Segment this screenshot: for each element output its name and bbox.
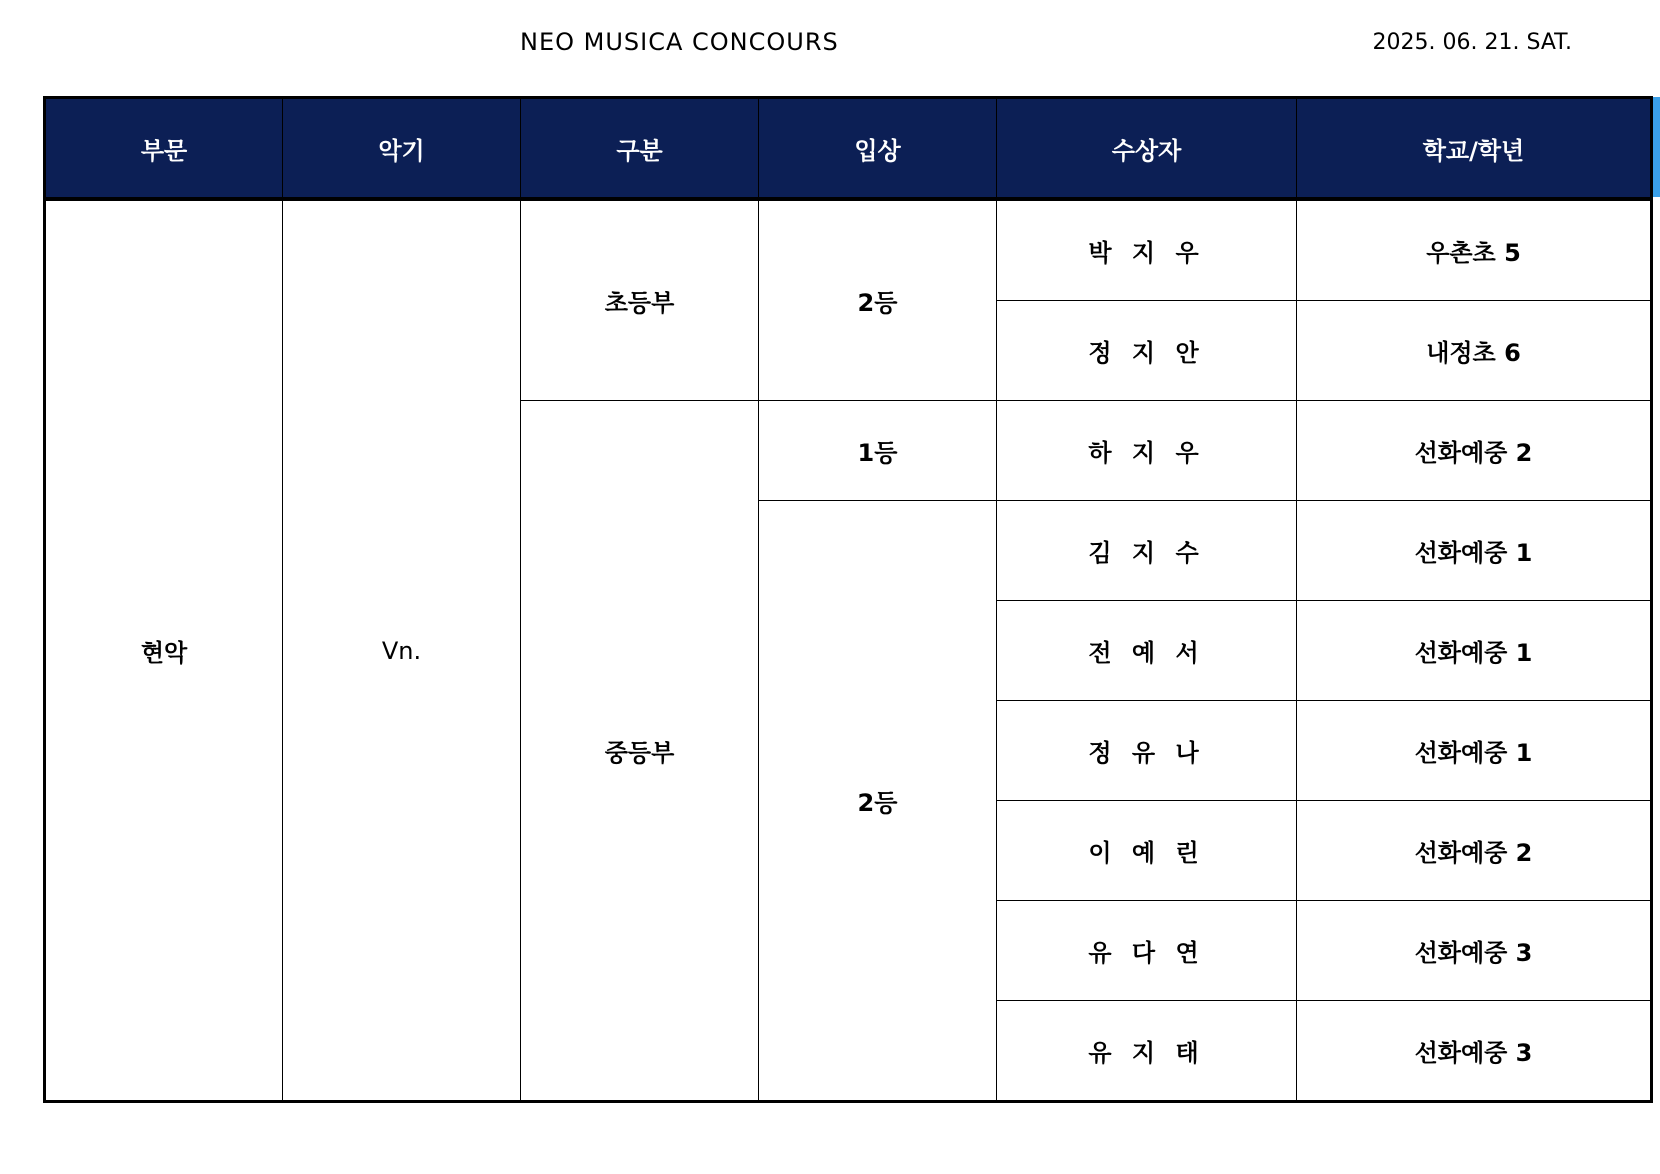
instrument-cell: Vn. bbox=[283, 199, 521, 1102]
results-table bbox=[43, 96, 1653, 1103]
winner-cell: 하 지 우 bbox=[997, 401, 1297, 501]
category-cell-elementary: 초등부 bbox=[521, 199, 759, 401]
winner-cell: 전 예 서 bbox=[997, 601, 1297, 701]
column-header-prize: 입상 bbox=[759, 98, 997, 200]
school-grade-cell: 내정초 6 bbox=[1297, 301, 1652, 401]
winner-cell: 김 지 수 bbox=[997, 501, 1297, 601]
school-grade-cell: 선화예중 2 bbox=[1297, 401, 1652, 501]
prize-cell-middle-2nd: 2등 bbox=[759, 501, 997, 1102]
winner-cell: 유 다 연 bbox=[997, 901, 1297, 1001]
column-header-category: 구분 bbox=[521, 98, 759, 200]
winner-cell: 박 지 우 bbox=[997, 199, 1297, 301]
page-title: NEO MUSICA CONCOURS bbox=[520, 28, 839, 56]
event-date: 2025. 06. 21. SAT. bbox=[1372, 30, 1572, 55]
column-header-instrument: 악기 bbox=[283, 98, 521, 200]
school-grade-cell: 선화예중 1 bbox=[1297, 601, 1652, 701]
table-row bbox=[45, 199, 1652, 301]
school-grade-cell: 선화예중 3 bbox=[1297, 1001, 1652, 1102]
school-grade-cell: 선화예중 3 bbox=[1297, 901, 1652, 1001]
column-header-school-grade: 학교/학년 bbox=[1297, 98, 1652, 200]
prize-cell-elementary-2nd: 2등 bbox=[759, 199, 997, 401]
prize-cell-middle-1st: 1등 bbox=[759, 401, 997, 501]
winner-cell: 정 지 안 bbox=[997, 301, 1297, 401]
category-cell-middle: 중등부 bbox=[521, 401, 759, 1102]
table-header-row bbox=[45, 98, 1652, 200]
school-grade-cell: 선화예중 1 bbox=[1297, 701, 1652, 801]
winner-cell: 정 유 나 bbox=[997, 701, 1297, 801]
division-cell: 현악 bbox=[45, 199, 283, 1102]
column-header-winner: 수상자 bbox=[997, 98, 1297, 200]
winner-cell: 이 예 린 bbox=[997, 801, 1297, 901]
winner-cell: 유 지 태 bbox=[997, 1001, 1297, 1102]
school-grade-cell: 우촌초 5 bbox=[1297, 199, 1652, 301]
school-grade-cell: 선화예중 1 bbox=[1297, 501, 1652, 601]
column-header-division: 부문 bbox=[45, 98, 283, 200]
school-grade-cell: 선화예중 2 bbox=[1297, 801, 1652, 901]
